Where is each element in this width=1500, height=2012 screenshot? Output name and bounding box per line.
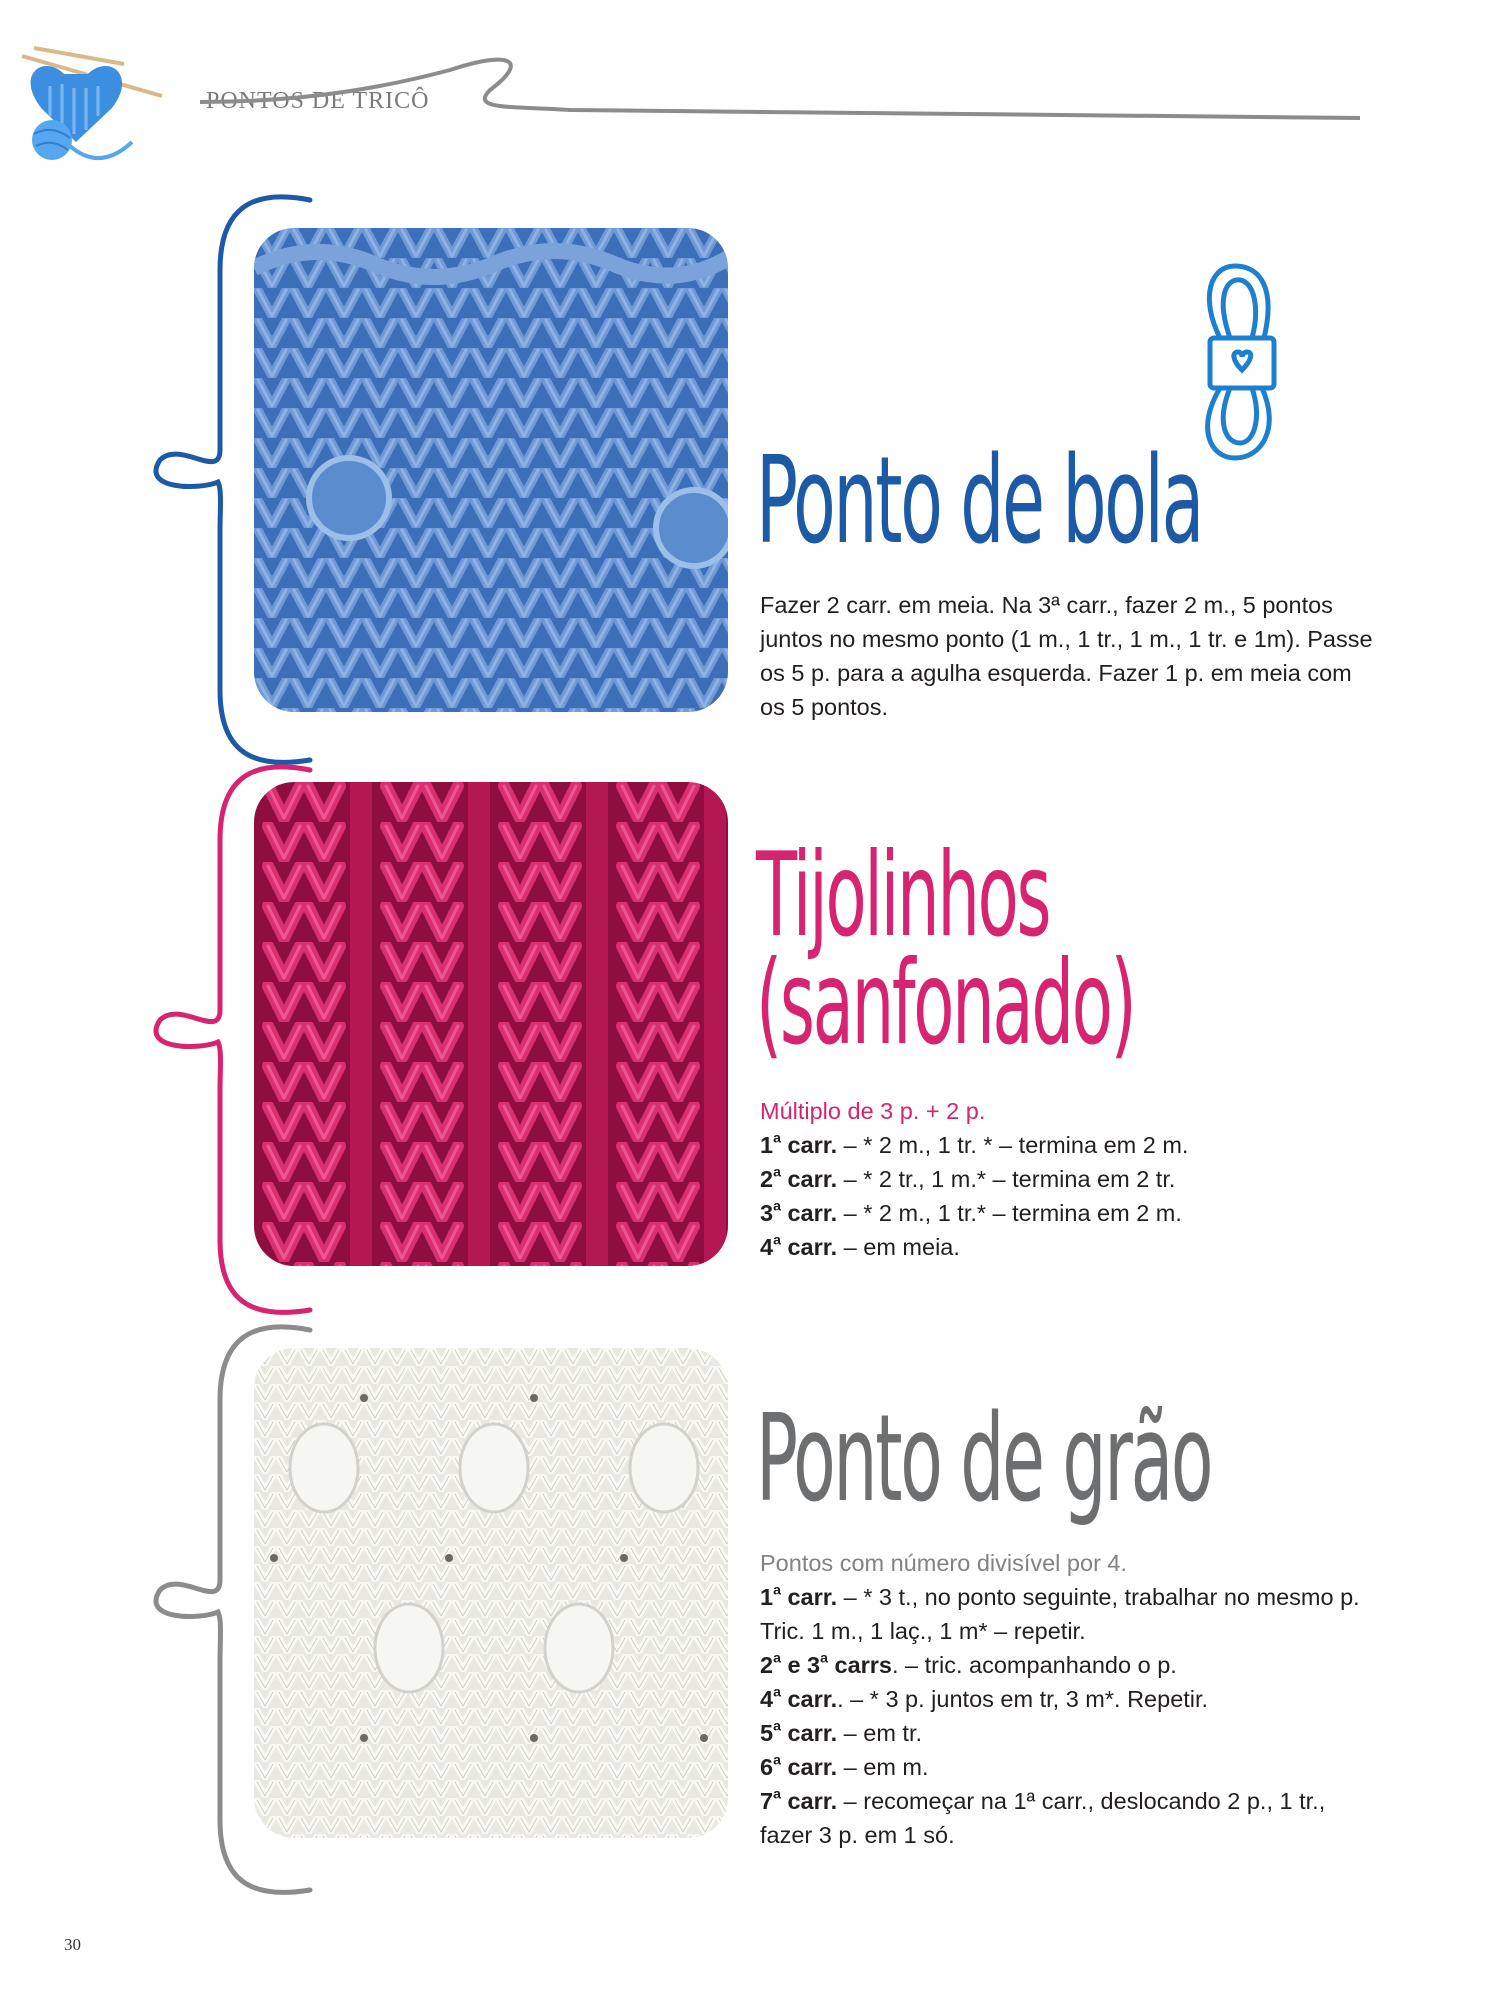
swatch-photo-blue: [254, 228, 728, 712]
instruction-row: 4$^a$ carr.. – * 3 p. juntos em tr, 3 m*. Repetir.: [760, 1683, 1209, 1712]
stitch-title-tijolinhos: [756, 828, 1135, 1071]
instructions-subhead: Múltiplo de 3 p. + 2 p.: [760, 1098, 986, 1124]
stitch-instructions-ponto-de-grao: [760, 1546, 1380, 1852]
header-section-title: PONTOS DE TRICÔ: [206, 88, 430, 114]
instruction-row: 1$^a$ carr. – * 2 m., 1 tr. * – termina em 2 m.: [760, 1129, 1189, 1158]
swatch-photo-pink: [254, 782, 728, 1266]
header-logo: [14, 34, 164, 174]
header-yarn-line: [190, 40, 1370, 140]
yarn-skein-icon: [1190, 258, 1290, 468]
swatch-photo-white: [254, 1348, 728, 1838]
instruction-row: 4$^a$ carr. – em meia.: [760, 1231, 960, 1260]
instruction-row: 7$^a$ carr. – recomeçar na 1ª carr., deslocando 2 p., 1 tr., fazer 3 p. em 1 só.: [760, 1785, 1326, 1848]
stitch-instructions-ponto-de-bola: [760, 588, 1380, 724]
page-number: 30: [64, 1935, 81, 1954]
instruction-row: 3$^a$ carr. – * 2 m., 1 tr.* – termina em 2 m.: [760, 1197, 1182, 1226]
stitch-title-ponto-de-grao: Ponto de grão: [756, 1390, 1212, 1529]
instruction-row: 5$^a$ carr. – em tr.: [760, 1717, 923, 1746]
stitch-title-line1: Tijolinhos: [756, 828, 1050, 963]
instruction-row: 2$^a$ e 3$^a$ carrs. – tric. acompanhando o p.: [760, 1649, 1177, 1678]
instructions-paragraph: Fazer 2 carr. em meia. Na 3ª carr., fazer 2 m., 5 pontos juntos no mesmo ponto (1 m., 1 tr., 1 m., 1 tr. e 1m). Passe os 5 p. para a agulha esquerda. Fazer 1 p. em meia com os 5 pontos.: [760, 592, 1373, 720]
instructions-subhead: Pontos com número divisível por 4.: [760, 1550, 1128, 1576]
instruction-row: 1$^a$ carr. – * 3 t., no ponto seguinte, trabalhar no mesmo p. Tric. 1 m., 1 laç., 1 m* – repetir.: [760, 1581, 1360, 1644]
stitch-title-ponto-de-bola: Ponto de bola: [756, 432, 1202, 571]
instruction-row: 6$^a$ carr. – em m.: [760, 1751, 929, 1780]
stitch-instructions-tijolinhos: [760, 1094, 1380, 1264]
stitch-title-line2: (sanfonado): [756, 936, 1135, 1071]
instruction-row: 2$^a$ carr. – * 2 tr., 1 m.* – termina em 2 tr.: [760, 1163, 1176, 1192]
knitting-heart-icon: [14, 34, 164, 174]
